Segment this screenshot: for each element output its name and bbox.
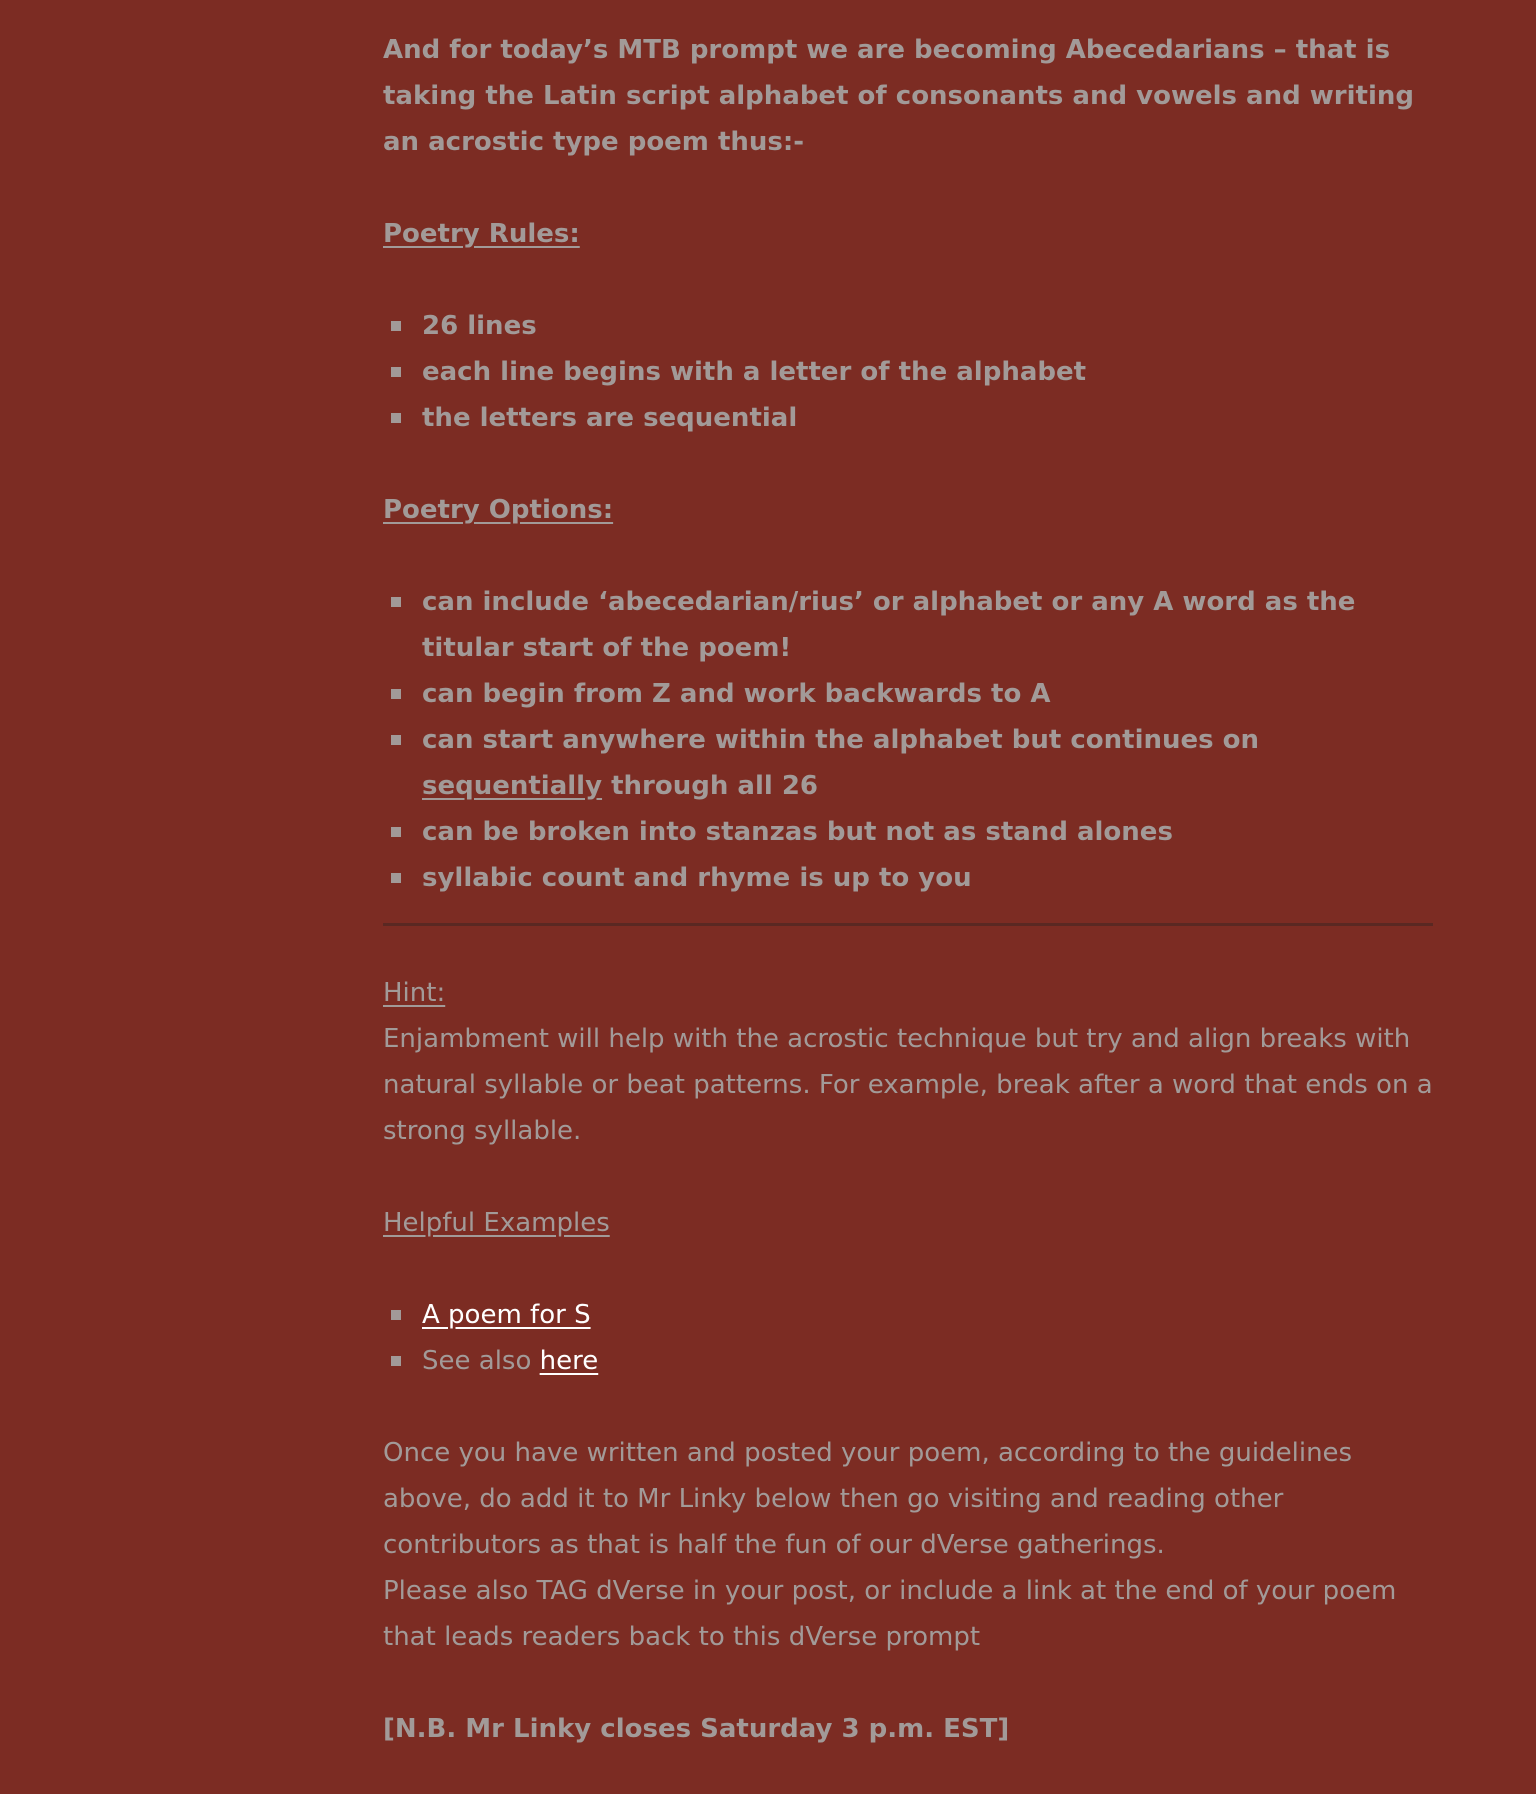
here-link[interactable]: here (539, 1346, 599, 1376)
option-item: syllabic count and rhyme is up to you (422, 855, 1433, 901)
rule-item: 26 lines (422, 303, 1433, 349)
closing-paragraph: Once you have written and posted your poem, according to the guidelines above, do add it to Mr Linky below then go visiting and reading other contributors as that is half the fun of our dVerse gatherings. (383, 1438, 1353, 1560)
hint-text: Enjambment will help with the acrostic technique but try and align breaks with natural syllable or beat patterns. For example, break after a word that ends on a strong syllable. (383, 1024, 1433, 1146)
poetry-rules-list (383, 303, 1433, 441)
rule-item: the letters are sequential (422, 395, 1433, 441)
sequentially-underlined: sequentially (422, 771, 603, 801)
option-item: can be broken into stanzas but not as stand alones (422, 809, 1433, 855)
poetry-options-list (383, 579, 1433, 901)
tag-paragraph: Please also TAG dVerse in your post, or include a link at the end of your poem that leads readers back to this dVerse prompt (383, 1576, 1397, 1652)
examples-list (383, 1292, 1433, 1384)
option-item: can begin from Z and work backwards to A (422, 671, 1433, 717)
poem-for-s-link[interactable]: A poem for S (422, 1300, 591, 1330)
section-divider (383, 923, 1433, 926)
post-content (383, 27, 1433, 1752)
option-item (422, 717, 1433, 809)
hint-heading: Hint: (383, 978, 446, 1008)
intro-paragraph: And for today’s MTB prompt we are becoming Abecedarians – that is taking the Latin script alphabet of consonants and vowels and writing an acrostic type poem thus:- (383, 35, 1414, 157)
helpful-examples-heading: Helpful Examples (383, 1208, 610, 1238)
example-item (422, 1338, 1433, 1384)
example-item (422, 1292, 1433, 1338)
option-item: can include ‘abecedarian/rius’ or alphabet or any A word as the titular start of the poem! (422, 579, 1433, 671)
rule-item: each line begins with a letter of the alphabet (422, 349, 1433, 395)
poetry-options-heading: Poetry Options: (383, 495, 614, 525)
mr-linky-note: [N.B. Mr Linky closes Saturday 3 p.m. EST] (383, 1714, 1010, 1744)
option-text: through all 26 (602, 771, 819, 801)
see-also-text: See also (422, 1346, 540, 1376)
option-text: can start anywhere within the alphabet but continues on (422, 725, 1260, 755)
poetry-rules-heading: Poetry Rules: (383, 219, 580, 249)
